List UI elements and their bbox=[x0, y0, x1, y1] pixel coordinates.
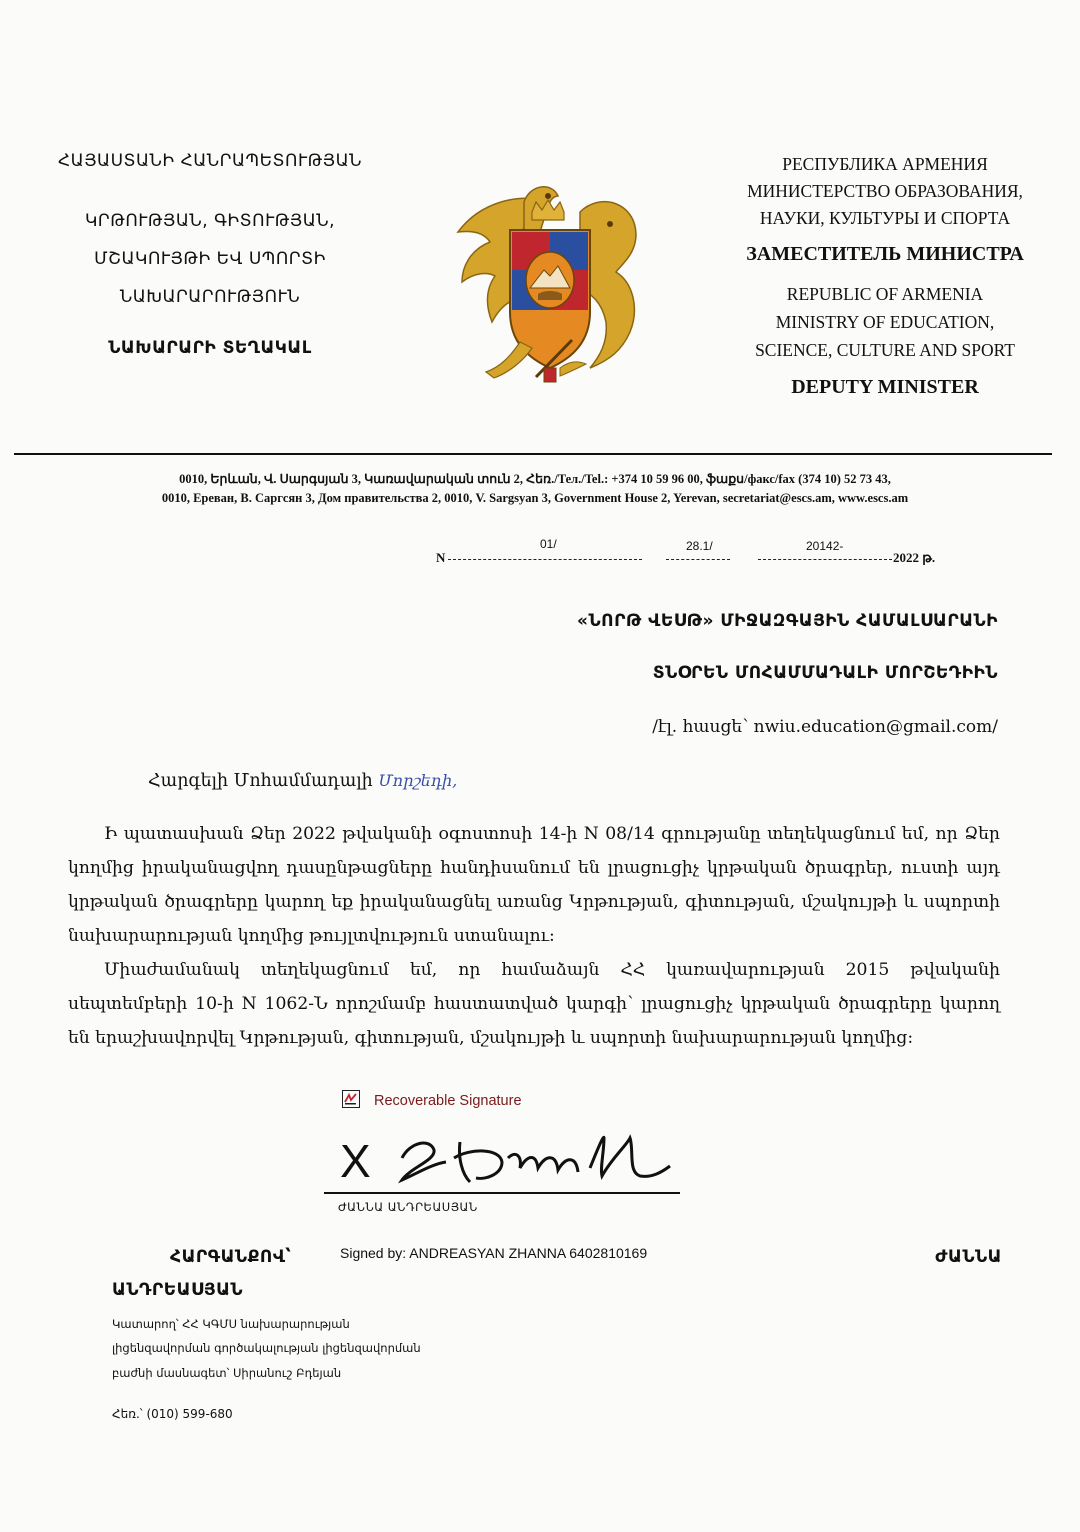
header-en-republic: REPUBLIC OF ARMENIA bbox=[786, 284, 984, 304]
address-line2: 0010, Ереван, В. Саргсян 3, Дом правительства 2, 0010, V. Sargsyan 3, Government House 2, Yerevan, secretariat@escs.am, www.escs.am bbox=[161, 491, 909, 505]
signature-badge-icon bbox=[342, 1090, 360, 1108]
header-divider bbox=[14, 453, 1052, 455]
signature-line bbox=[324, 1192, 680, 1194]
signature-x-mark: X bbox=[340, 1135, 371, 1187]
ref-year-suffix: 2022 թ. bbox=[893, 550, 936, 565]
letter-body bbox=[68, 817, 1000, 1055]
signer-first-name: ԺԱՆՆԱ bbox=[935, 1247, 1002, 1267]
header-left-ministry-line2: ՄՇԱԿՈՒՅԹԻ ԵՎ ՍՊՈՐՏԻ bbox=[94, 249, 326, 269]
ref-date-line bbox=[666, 559, 730, 560]
recipient-line1: «ՆՈՐԹ ՎԵՍԹ» ՄԻՋԱԶԳԱՅԻՆ ՀԱՄԱԼՍԱՐԱՆԻ bbox=[577, 611, 998, 631]
ref-number-label: N bbox=[436, 550, 446, 565]
header-left-ministry-line3: ՆԱԽԱՐԱՐՈՒԹՅՈՒՆ bbox=[119, 287, 301, 307]
header-ru-republic: РЕСПУБЛИКА АРМЕНИЯ bbox=[782, 154, 988, 174]
ref-year-line bbox=[758, 559, 892, 560]
salutation-text: Հարգելի Մոհամմադալի bbox=[148, 771, 379, 791]
executor-line2: լիցենզավորման գործակալության լիցենզավորման bbox=[112, 1341, 421, 1355]
ref-date-value: 28.1/ bbox=[686, 539, 713, 553]
ref-number-value: 01/ bbox=[540, 537, 557, 551]
header-left-position: ՆԱԽԱՐԱՐԻ ՏԵՂԱԿԱԼ bbox=[108, 338, 312, 358]
executor-line3: բաժնի մասնագետ՝ Սիրանուշ Բդեյան bbox=[112, 1366, 342, 1380]
salutation bbox=[148, 771, 457, 791]
header-en-position: DEPUTY MINISTER bbox=[791, 376, 979, 398]
address-line1: 0010, Երևան, Վ. Սարգսյան 3, Կառավարական տուն 2, Հեռ./Тел./Tel.: +374 10 59 96 00, ֆաքս/факс/fax (374 10) 52 73 43, bbox=[179, 472, 891, 486]
header-en-ministry-line2: SCIENCE, CULTURE AND SPORT bbox=[755, 340, 1015, 360]
header-ru-ministry-line2: НАУКИ, КУЛЬТУРЫ И СПОРТА bbox=[759, 208, 1011, 228]
signature-name-under-line: ԺԱՆՆԱ ԱՆԴՐԵԱՍՅԱՆ bbox=[338, 1200, 478, 1214]
body-paragraph-1: Ի պատասխան Ձեր 2022 թվականի օգոստոսի 14-ի N 08/14 գրությանը տեղեկացնում եմ, որ Ձեր կողմից իրականացվող դասընթացները հանդիսանում են լրացուցիչ կրթական ծրագրեր, ուստի այդ կրթական ծրագրերը կարող եք իրականացնել առանց Կրթության, գիտության, մշակույթի և սպորտի նախարարության կողմից թույլտվություն ստանալու: bbox=[68, 824, 1000, 946]
salutation-handwritten-name: Մորշեդի, bbox=[378, 771, 458, 790]
executor-line1: Կատարող՝ ՀՀ ԿԳՄՍ նախարարության bbox=[112, 1317, 350, 1331]
recipient-email: /էլ. հասցե՝ nwiu.education@gmail.com/ bbox=[652, 717, 998, 737]
ref-number-line bbox=[448, 559, 642, 560]
header-left-title: ՀԱՅԱՍՏԱՆԻ ՀԱՆՐԱՊԵՏՈՒԹՅԱՆ bbox=[58, 151, 362, 171]
handwritten-signature-icon bbox=[390, 1128, 680, 1190]
body-paragraph-2: Միաժամանակ տեղեկացնում եմ, որ համաձայն ՀՀ կառավարության 2015 թվականի սեպտեմբերի 10-ի N 1062-Ն որոշմամբ հաստատված կարգի՝ լրացուցիչ կրթական ծրագրերը կարող են երաշխավորվել Կրթության, գիտության, մշակույթի և սպորտի նախարարության կողմից: bbox=[68, 960, 1000, 1048]
coat-of-arms-icon bbox=[440, 172, 660, 392]
signer-last-name: ԱՆԴՐԵԱՍՅԱՆ bbox=[112, 1280, 244, 1300]
header-left-ministry-line1: ԿՐԹՈՒԹՅԱՆ, ԳԻՏՈՒԹՅԱՆ, bbox=[84, 211, 336, 231]
ref-year-value: 20142- bbox=[806, 539, 844, 553]
header-en-ministry-line1: MINISTRY OF EDUCATION, bbox=[775, 312, 995, 332]
respectfully-label: ՀԱՐԳԱՆՔՈՎ՝ bbox=[170, 1247, 292, 1267]
signed-by-label: Signed by: ANDREASYAN ZHANNA 6402810169 bbox=[340, 1245, 648, 1261]
header-ru-ministry-line1: МИНИСТЕРСТВО ОБРАЗОВАНИЯ, bbox=[747, 181, 1023, 201]
header-ru-position: ЗАМЕСТИТЕЛЬ МИНИСТРА bbox=[746, 243, 1024, 265]
executor-phone: Հեռ.՝ (010) 599-680 bbox=[112, 1407, 233, 1421]
recoverable-signature-label: Recoverable Signature bbox=[374, 1093, 522, 1109]
recipient-line2: ՏՆՕՐԵՆ ՄՈՀԱՄՄԱԴԱԼԻ ՄՈՐՇԵԴԻԻՆ bbox=[652, 663, 998, 683]
